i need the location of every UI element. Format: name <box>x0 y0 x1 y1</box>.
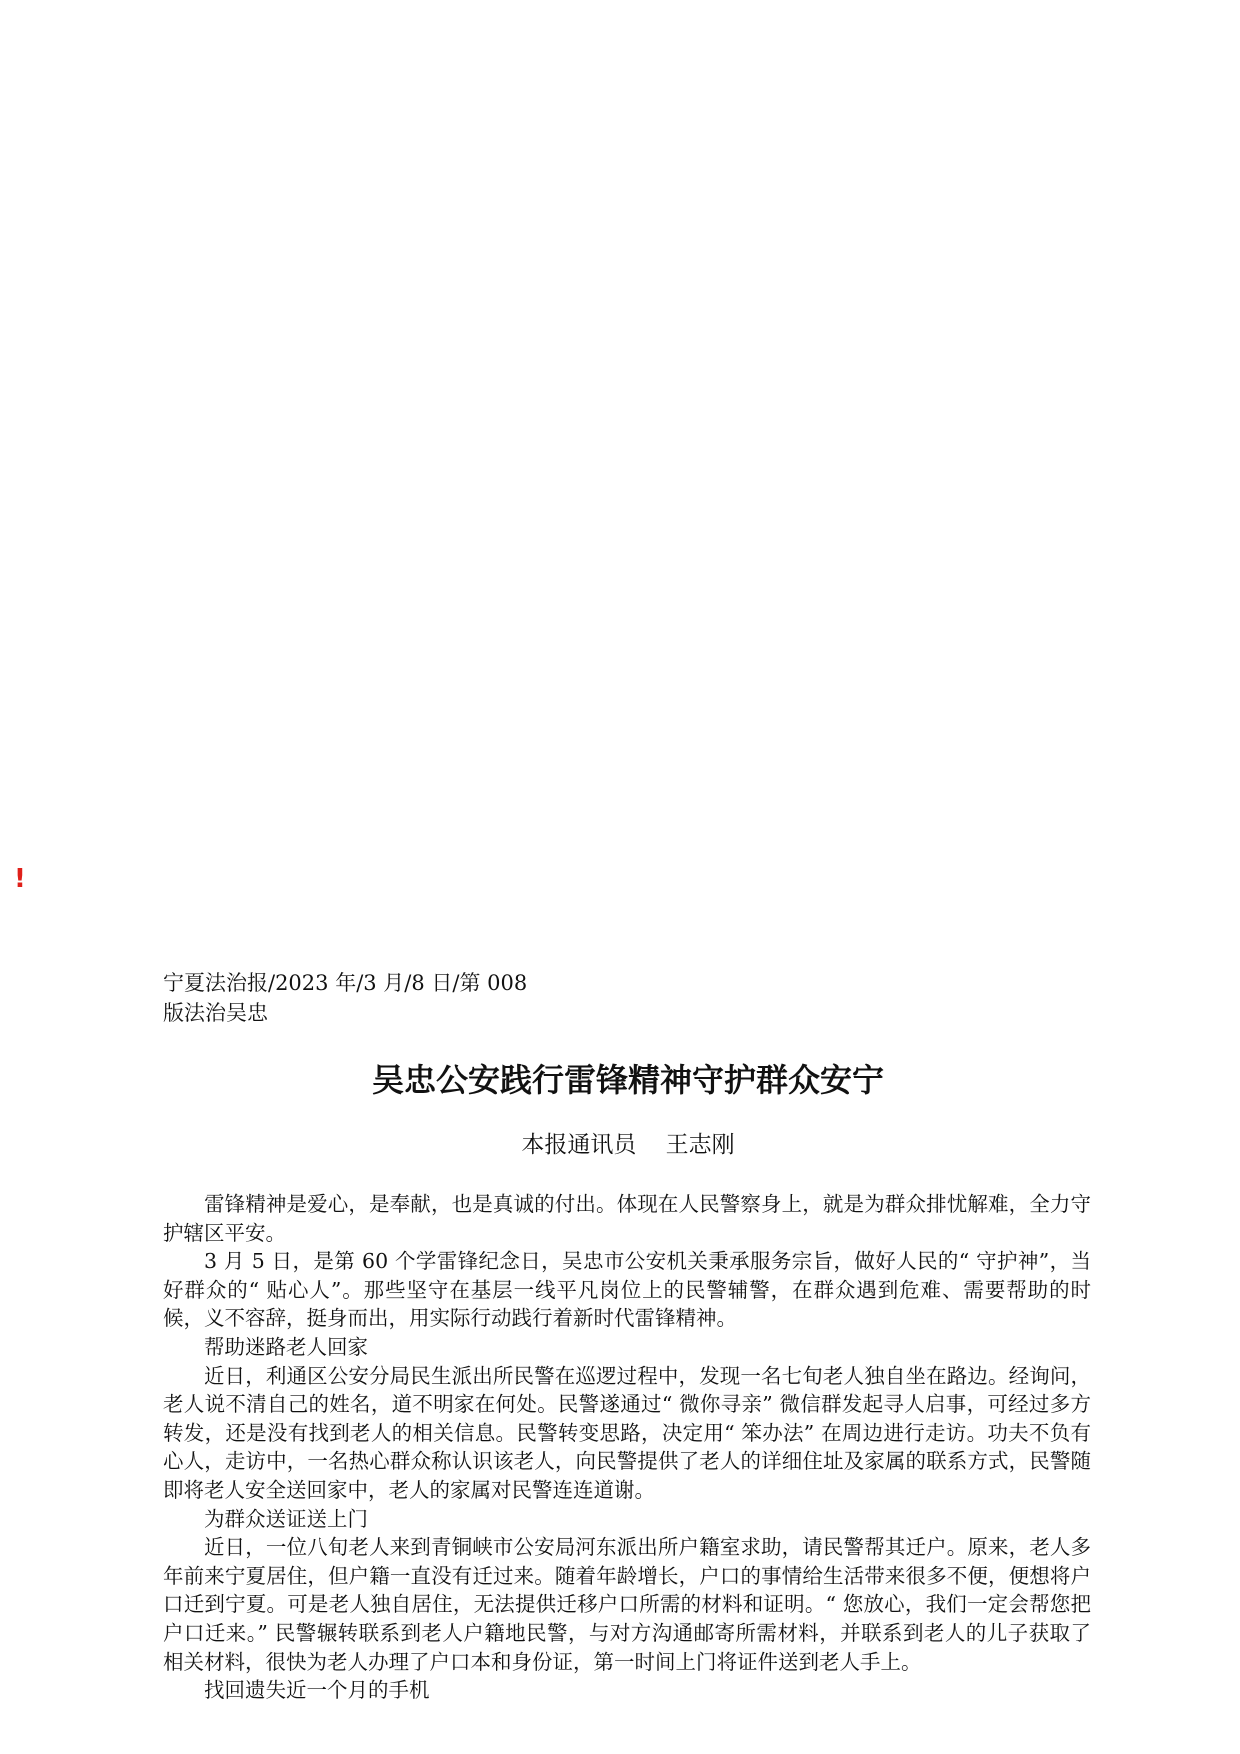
article-title: 吴忠公安践行雷锋精神守护群众安宁 <box>371 1061 884 1099</box>
paragraph-intro: 雷锋精神是爱心，是奉献，也是真诚的付出。体现在人民警察身上，就是为群众排忧解难，全力守护辖区平安。 <box>163 1192 1091 1245</box>
subheading-deliver-documents: 为群众送证送上门 <box>204 1506 368 1531</box>
article-body <box>163 1190 1091 1705</box>
paragraph-deliver-documents: 近日，一位八旬老人来到青铜峡市公安局河东派出所户籍室求助，请民警帮其迁户。原来，老人多年前来宁夏居住，但户籍一直没有迁过来。随着年龄增长，户口的事情给生活带来很多不便，便想将户口迁到宁夏。可是老人独自居住，无法提供迁移户口所需的材料和证明。“ 您放心，我们一定会帮您把户口迁来。” 民警辗转联系到老人户籍地民警，与对方沟通邮寄所需材料，并联系到老人的儿子获取了相关材料，很快为老人办理了户口本和身份证，第一时间上门将证件送到老人手上。 <box>163 1535 1091 1674</box>
subheading-lost-phone: 找回遗失近一个月的手机 <box>204 1678 430 1703</box>
red-exclamation-mark: ! <box>14 864 26 894</box>
source-line-2: 版法治吴忠 <box>163 1001 268 1025</box>
article-byline: 本报通讯员 王志刚 <box>521 1132 735 1158</box>
source-line-1: 宁夏法治报/2023 年/3 月/8 日/第 008 <box>163 971 528 995</box>
subheading-lost-elder: 帮助迷路老人回家 <box>204 1334 368 1359</box>
paragraph-background: 3 月 5 日，是第 60 个学雷锋纪念日，吴忠市公安机关秉承服务宗旨，做好人民的“ 守护神”，当好群众的“ 贴心人”。那些坚守在基层一线平凡岗位上的民警辅警，在群众遇到危难、需要帮助的时候，义不容辞，挺身而出，用实际行动践行着新时代雷锋精神。 <box>163 1249 1091 1331</box>
source-citation <box>163 968 1093 1028</box>
paragraph-lost-elder: 近日，利通区公安分局民生派出所民警在巡逻过程中，发现一名七旬老人独自坐在路边。经询问，老人说不清自己的姓名，道不明家在何处。民警遂通过“ 微你寻亲” 微信群发起寻人启事，可经过多方转发，还是没有找到老人的相关信息。民警转变思路，决定用“ 笨办法” 在周边进行走访。功夫不负有心人，走访中，一名热心群众称认识该老人，向民警提供了老人的详细住址及家属的联系方式，民警随即将老人安全送回家中，老人的家属对民警连连道谢。 <box>163 1363 1091 1502</box>
